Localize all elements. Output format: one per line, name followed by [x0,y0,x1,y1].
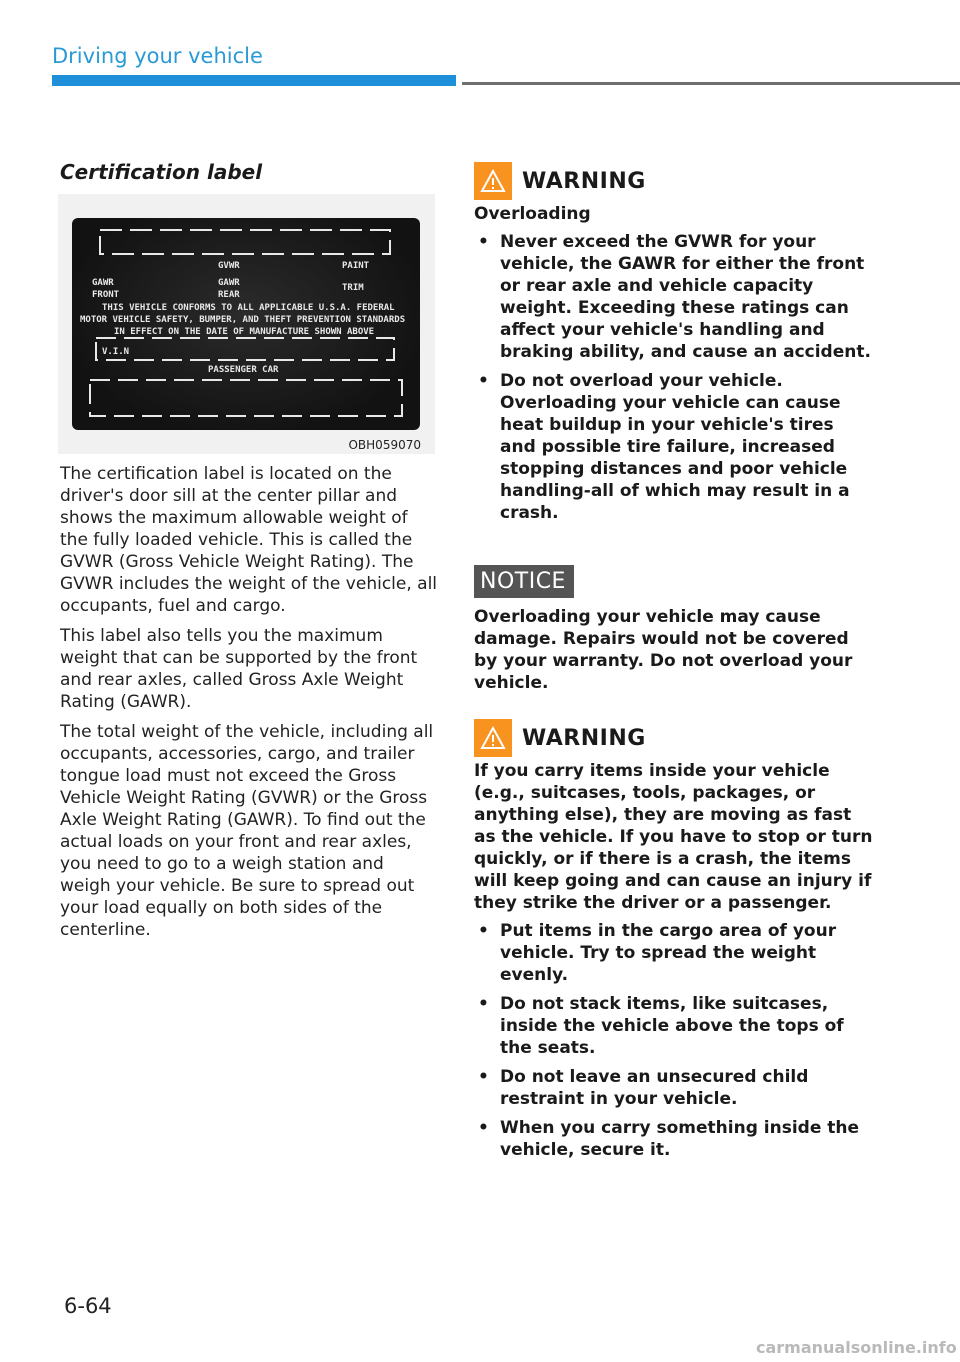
section-title: Driving your vehicle [52,44,263,68]
label-vin: V.I.N [102,347,130,357]
label-conform-line3: IN EFFECT ON THE DATE OF MANUFACTURE SHOWN ABOVE [114,327,375,337]
watermark: carmanualsonline.info [756,1338,957,1357]
warning-triangle-icon [474,162,512,200]
notice-text: Overloading your vehicle may cause damage. Repairs would not be covered by your warranty. Do not overload your vehicle. [474,607,853,693]
paragraph-3: The total weight of the vehicle, including all occupants, accessories, cargo, and trailer tongue load must not exceed the Gross Vehicle Weight Rating (GVWR) or the Gross Axle Weight Rating (GAWR). To find out the actual loads on your front and rear axles, you need to go to a weigh station and weigh your vehicle. Be sure to spread out your load equally on both sides of the centerline. [60,722,434,940]
warning-header [474,162,874,200]
warning-subtitle: Overloading [474,204,591,224]
label-paint: PAINT [342,261,370,271]
list-item: • Do not stack items, like suitcases, inside the vehicle above the tops of the seats. [474,993,874,1059]
page-heading: Certification label [60,160,263,184]
warning-box-cargo [474,719,874,1168]
paragraph-2: This label also tells you the maximum weight that can be supported by the front and rear axles, called Gross Axle Weight Rating (GAWR). [60,626,418,712]
certification-label-image [72,218,420,430]
page-number: 6-64 [64,1294,112,1318]
warning-box-overloading [474,162,874,531]
label-gawr-front: GAWR [92,278,114,288]
figure-caption: OBH059070 [348,438,421,452]
label-trim: TRIM [342,283,364,293]
list-item: • Never exceed the GVWR for your vehicle, the GAWR for either the front or rear axle and vehicle capacity weight. Exceeding these ratings can affect your vehicle's handling and braking ability, and cause an accident. [474,231,874,363]
list-item: • Put items in the cargo area of your vehicle. Try to spread the weight evenly. [474,920,874,986]
label-gawr-rear: GAWR [218,278,240,288]
warning-header [474,719,874,757]
notice-badge: NOTICE [474,565,574,598]
label-rear: REAR [218,290,240,300]
notice-box [474,565,874,694]
paragraph-1: The certification label is located on the driver's door sill at the center pillar and shows the maximum allowable weight of the fully loaded vehicle. This is called the GVWR (Gross Vehicle Weight Rating). The GVWR includes the weight of the vehicle, all occupants, fuel and cargo. [60,464,438,616]
warning-intro: If you carry items inside your vehicle (e.g., suitcases, tools, packages, or anything else), they are moving as fast as the vehicle. If you have to stop or turn quickly, or if there is a crash, the items will keep going and can cause an injury if they strike the driver or a passenger. [474,761,873,913]
warning-title: WARNING [522,725,646,751]
header-accent-bar [52,75,456,86]
warning-title: WARNING [522,168,646,194]
warning-bullets [474,920,874,1161]
label-conform-line1: THIS VEHICLE CONFORMS TO ALL APPLICABLE U.S.A. FEDERAL [102,303,395,313]
label-passenger-car: PASSENGER CAR [208,365,279,375]
body-text [60,463,438,949]
header-rule [462,82,960,85]
label-gvwr: GVWR [218,261,240,271]
list-item: • Do not overload your vehicle. Overloading your vehicle can cause heat buildup in your vehicle's tires and possible tire failure, increased stopping distances and poor vehicle handling-all of which may result in a crash. [474,370,874,524]
list-item: • When you carry something inside the vehicle, secure it. [474,1117,874,1161]
certification-label-drawing [72,218,420,430]
label-front: FRONT [92,290,120,300]
list-item: • Do not leave an unsecured child restraint in your vehicle. [474,1066,874,1110]
warning-triangle-icon [474,719,512,757]
label-conform-line2: MOTOR VEHICLE SAFETY, BUMPER, AND THEFT PREVENTION STANDARDS [80,315,406,325]
warning-bullets [474,231,874,524]
